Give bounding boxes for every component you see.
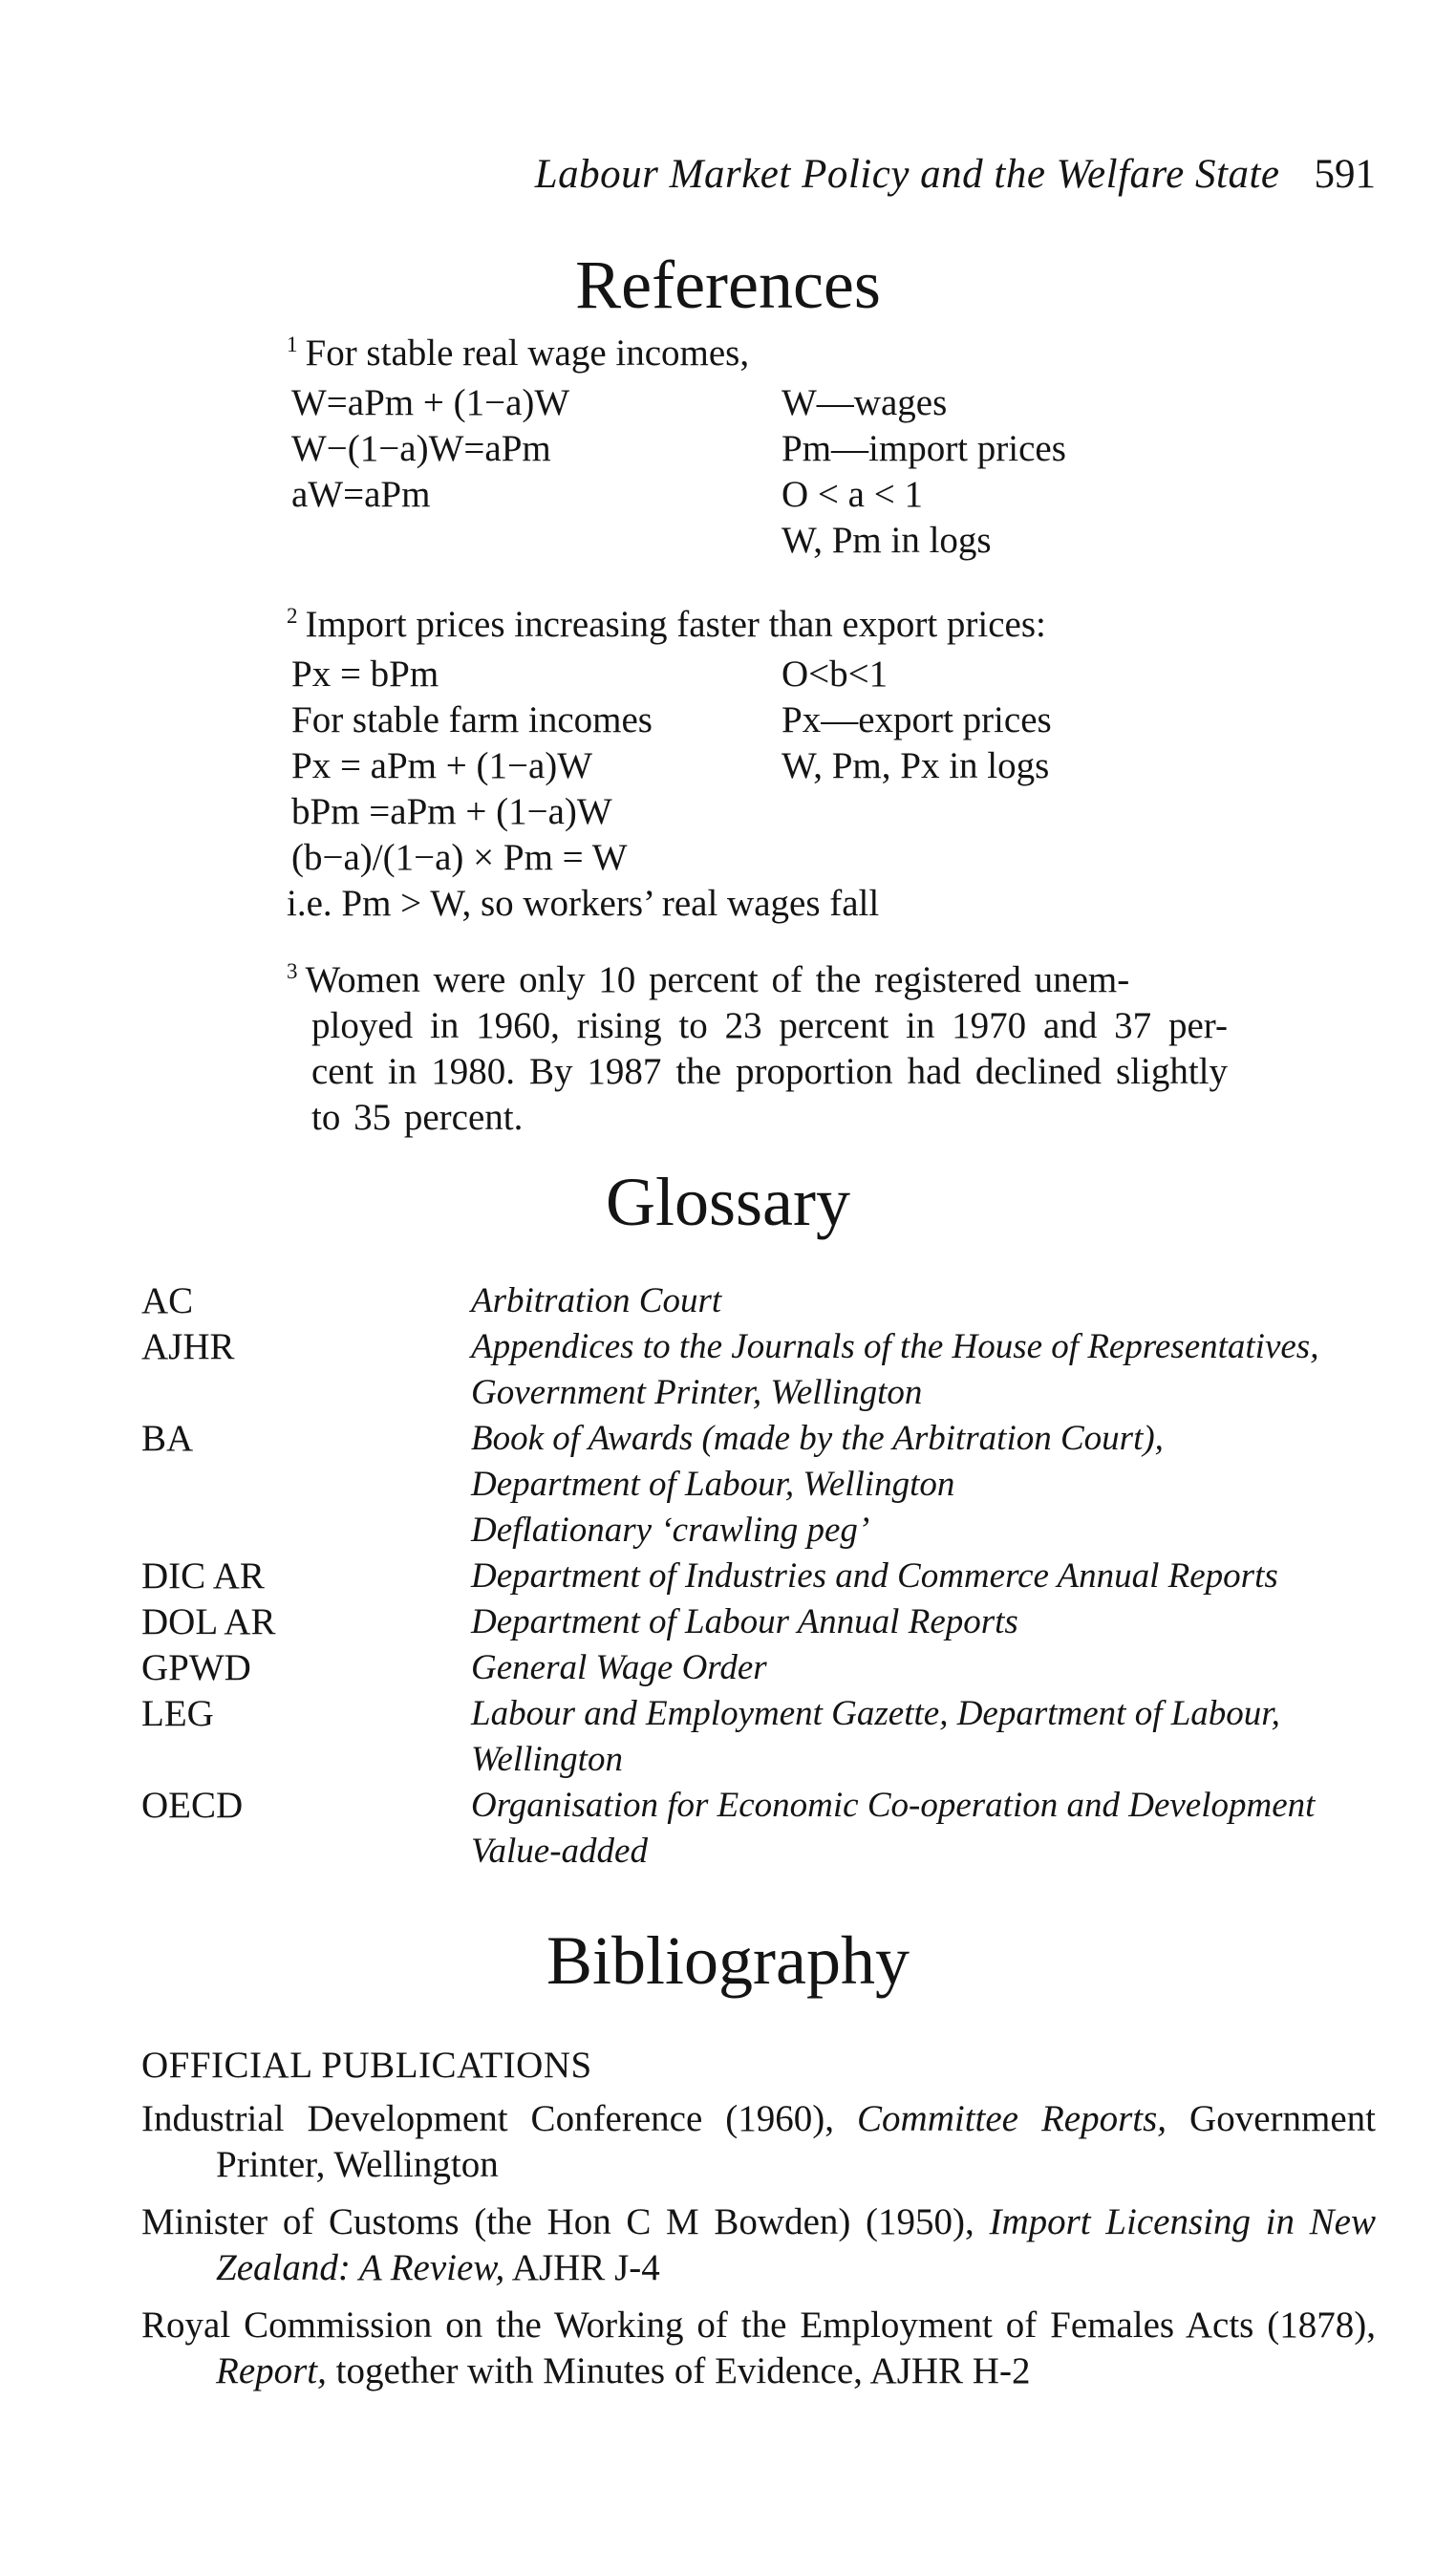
note-2-intro: $^2$ Import prices increasing faster than export prices: (287, 604, 1046, 645)
note-2-formula: For stable farm incomes (291, 699, 653, 740)
note-2-formula: Px = bPm (291, 654, 439, 695)
glossary-abbreviation: AC (141, 1280, 194, 1321)
glossary-abbreviation: LEG (141, 1693, 214, 1734)
glossary-definition: Government Printer, Wellington (471, 1373, 923, 1412)
glossary-definition: Deflationary ‘crawling peg’ (471, 1511, 870, 1550)
note-2-definition: W, Pm, Px in logs (782, 745, 1050, 786)
glossary-abbreviation: DIC AR (141, 1555, 265, 1597)
glossary-abbreviation: DOL AR (141, 1601, 276, 1642)
running-header (287, 151, 1376, 198)
note-1-definition: Pm—import prices (782, 428, 1066, 469)
bibliography-entry: Royal Commission on the Working of the Employment of Females Acts (1878), Report, together with Minutes of Evidence, AJHR H-2 (141, 2305, 1376, 2391)
glossary-definition: Labour and Employment Gazette, Department of Labour, (471, 1694, 1280, 1733)
note-2-formula: bPm =aPm + (1−a)W (291, 791, 612, 832)
note-1-intro: $^1$ For stable real wage incomes, (287, 332, 750, 374)
note-2-definition: O<b<1 (782, 654, 889, 695)
glossary-definition: Wellington (471, 1740, 623, 1779)
glossary-abbreviation: OECD (141, 1785, 244, 1826)
glossary-definition: Arbitration Court (471, 1281, 722, 1320)
note-1-definition: O < a < 1 (782, 474, 923, 515)
note-3 (287, 957, 1228, 1141)
glossary-abbreviation: AJHR (141, 1326, 235, 1367)
bibliography-entry-title: Import Licensing in New Zealand: A Review, (216, 2201, 1376, 2288)
note-1-formula: W=aPm + (1−a)W (291, 382, 570, 423)
note-1-marker: 1 (287, 332, 298, 356)
note-1-formula: aW=aPm (291, 474, 431, 515)
glossary-definition: Book of Awards (made by the Arbitration Court), (471, 1419, 1164, 1458)
note-3-marker: 3 (287, 959, 298, 983)
note-1-definition: W—wages (782, 382, 948, 423)
glossary-abbreviation: BA (141, 1418, 194, 1459)
bibliography-entry: Industrial Development Conference (1960), Committee Reports, Government Printer, Wellington (141, 2098, 1377, 2185)
note-3-continuation: ployed in 1960, rising to 23 percent in 1970 and 37 per- cent in 1980. By 1987 the proportion had declined slightly to 35 percent. (311, 1005, 1228, 1138)
glossary-definition: Department of Labour, Wellington (471, 1465, 955, 1504)
page-number: 591 (1314, 152, 1376, 197)
bibliography-heading: Bibliography (546, 1922, 910, 1999)
bibliography-section-label: OFFICIAL PUBLICATIONS (141, 2045, 592, 2086)
note-2-marker: 2 (287, 604, 298, 628)
bibliography-entry-title: Committee Reports, (857, 2098, 1167, 2139)
bibliography-entry: Minister of Customs (the Hon C M Bowden) (1950), Import Licensing in New Zealand: A Review, AJHR J-4 (141, 2201, 1376, 2288)
glossary-definition: Department of Labour Annual Reports (471, 1602, 1018, 1641)
glossary-definition: Appendices to the Journals of the House of Representatives, (471, 1327, 1319, 1366)
note-2-formula: Px = aPm + (1−a)W (291, 745, 593, 786)
glossary-abbreviation: GPWD (141, 1647, 251, 1688)
glossary-heading: Glossary (606, 1164, 850, 1240)
note-3-first-line: $^3$ Women were only 10 percent of the registered unem- (287, 959, 1130, 1000)
glossary-definition: Organisation for Economic Co-operation and Development (471, 1786, 1316, 1825)
running-header-title: Labour Market Policy and the Welfare State (534, 152, 1280, 197)
note-2-formula: (b−a)/(1−a) × Pm = W (291, 837, 628, 878)
glossary-definition: Department of Industries and Commerce Annual Reports (471, 1556, 1278, 1596)
glossary-definition: General Wage Order (471, 1648, 767, 1687)
note-1-formula: W−(1−a)W=aPm (291, 428, 551, 469)
references-heading: References (575, 247, 881, 323)
note-2-definition: Px—export prices (782, 699, 1052, 740)
note-1-definition: W, Pm in logs (782, 520, 992, 561)
glossary-definition: Value-added (471, 1832, 648, 1871)
note-2-conclusion: i.e. Pm > W, so workers’ real wages fall (287, 883, 880, 924)
bibliography-entry-title: Report, (216, 2350, 327, 2391)
